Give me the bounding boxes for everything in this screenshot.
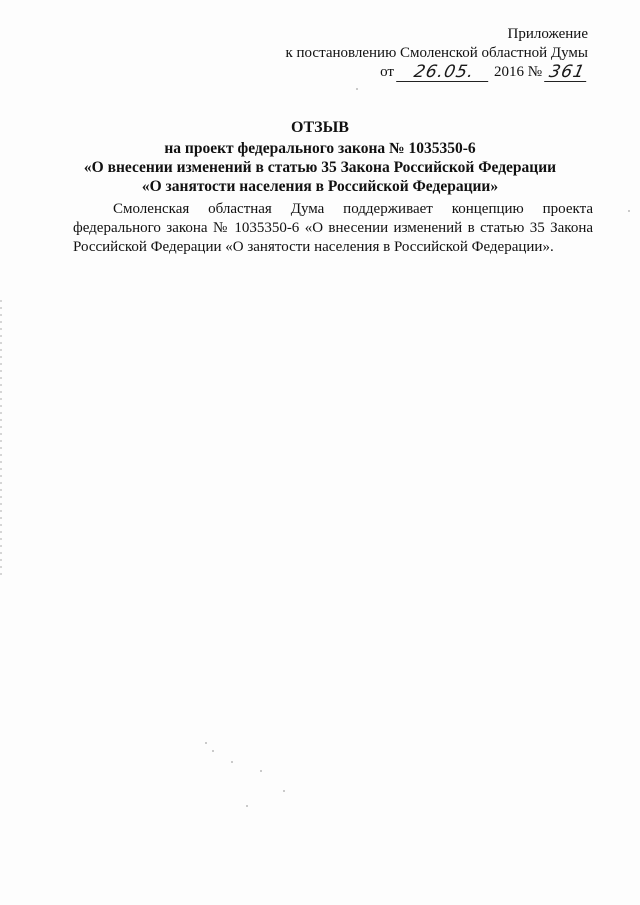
- scan-dot: [205, 742, 207, 744]
- scan-dot: [246, 805, 248, 807]
- resolution-date-line: [285, 63, 588, 82]
- scan-dot: [628, 210, 630, 212]
- handwritten-date: 26.05.: [396, 64, 492, 82]
- document-title: [60, 118, 580, 196]
- title-line-1: на проект федерального закона № 1035350-6: [164, 140, 476, 157]
- handwritten-number: 361: [544, 64, 590, 82]
- title-line-2: «О внесении изменений в статью 35 Закона Российской Федерации: [83, 159, 557, 176]
- resolution-reference: к постановлению Смоленской областной Думы: [285, 45, 588, 61]
- scan-dot: [231, 761, 233, 763]
- title-line-3: «О занятости населения в Российской Федерации»: [141, 178, 499, 195]
- appendix-label: Приложение: [507, 26, 588, 42]
- title-main: ОТЗЫВ: [291, 119, 349, 136]
- scan-dot: [212, 750, 214, 752]
- body-paragraph: Смоленская областная Дума поддерживает концепцию проекта федерального закона № 1035350-6 «О внесении изменений в статью 35 Закона Российской Федерации «О занятости населения в Российской Федерации».: [73, 201, 593, 255]
- scan-dot: [260, 770, 262, 772]
- date-prefix: от: [380, 64, 394, 80]
- scan-dot: [283, 790, 285, 792]
- appendix-header: [285, 25, 588, 82]
- scan-edge-artifact: [0, 300, 2, 580]
- year-number-label: 2016 №: [493, 64, 542, 80]
- scan-dot: [356, 88, 358, 90]
